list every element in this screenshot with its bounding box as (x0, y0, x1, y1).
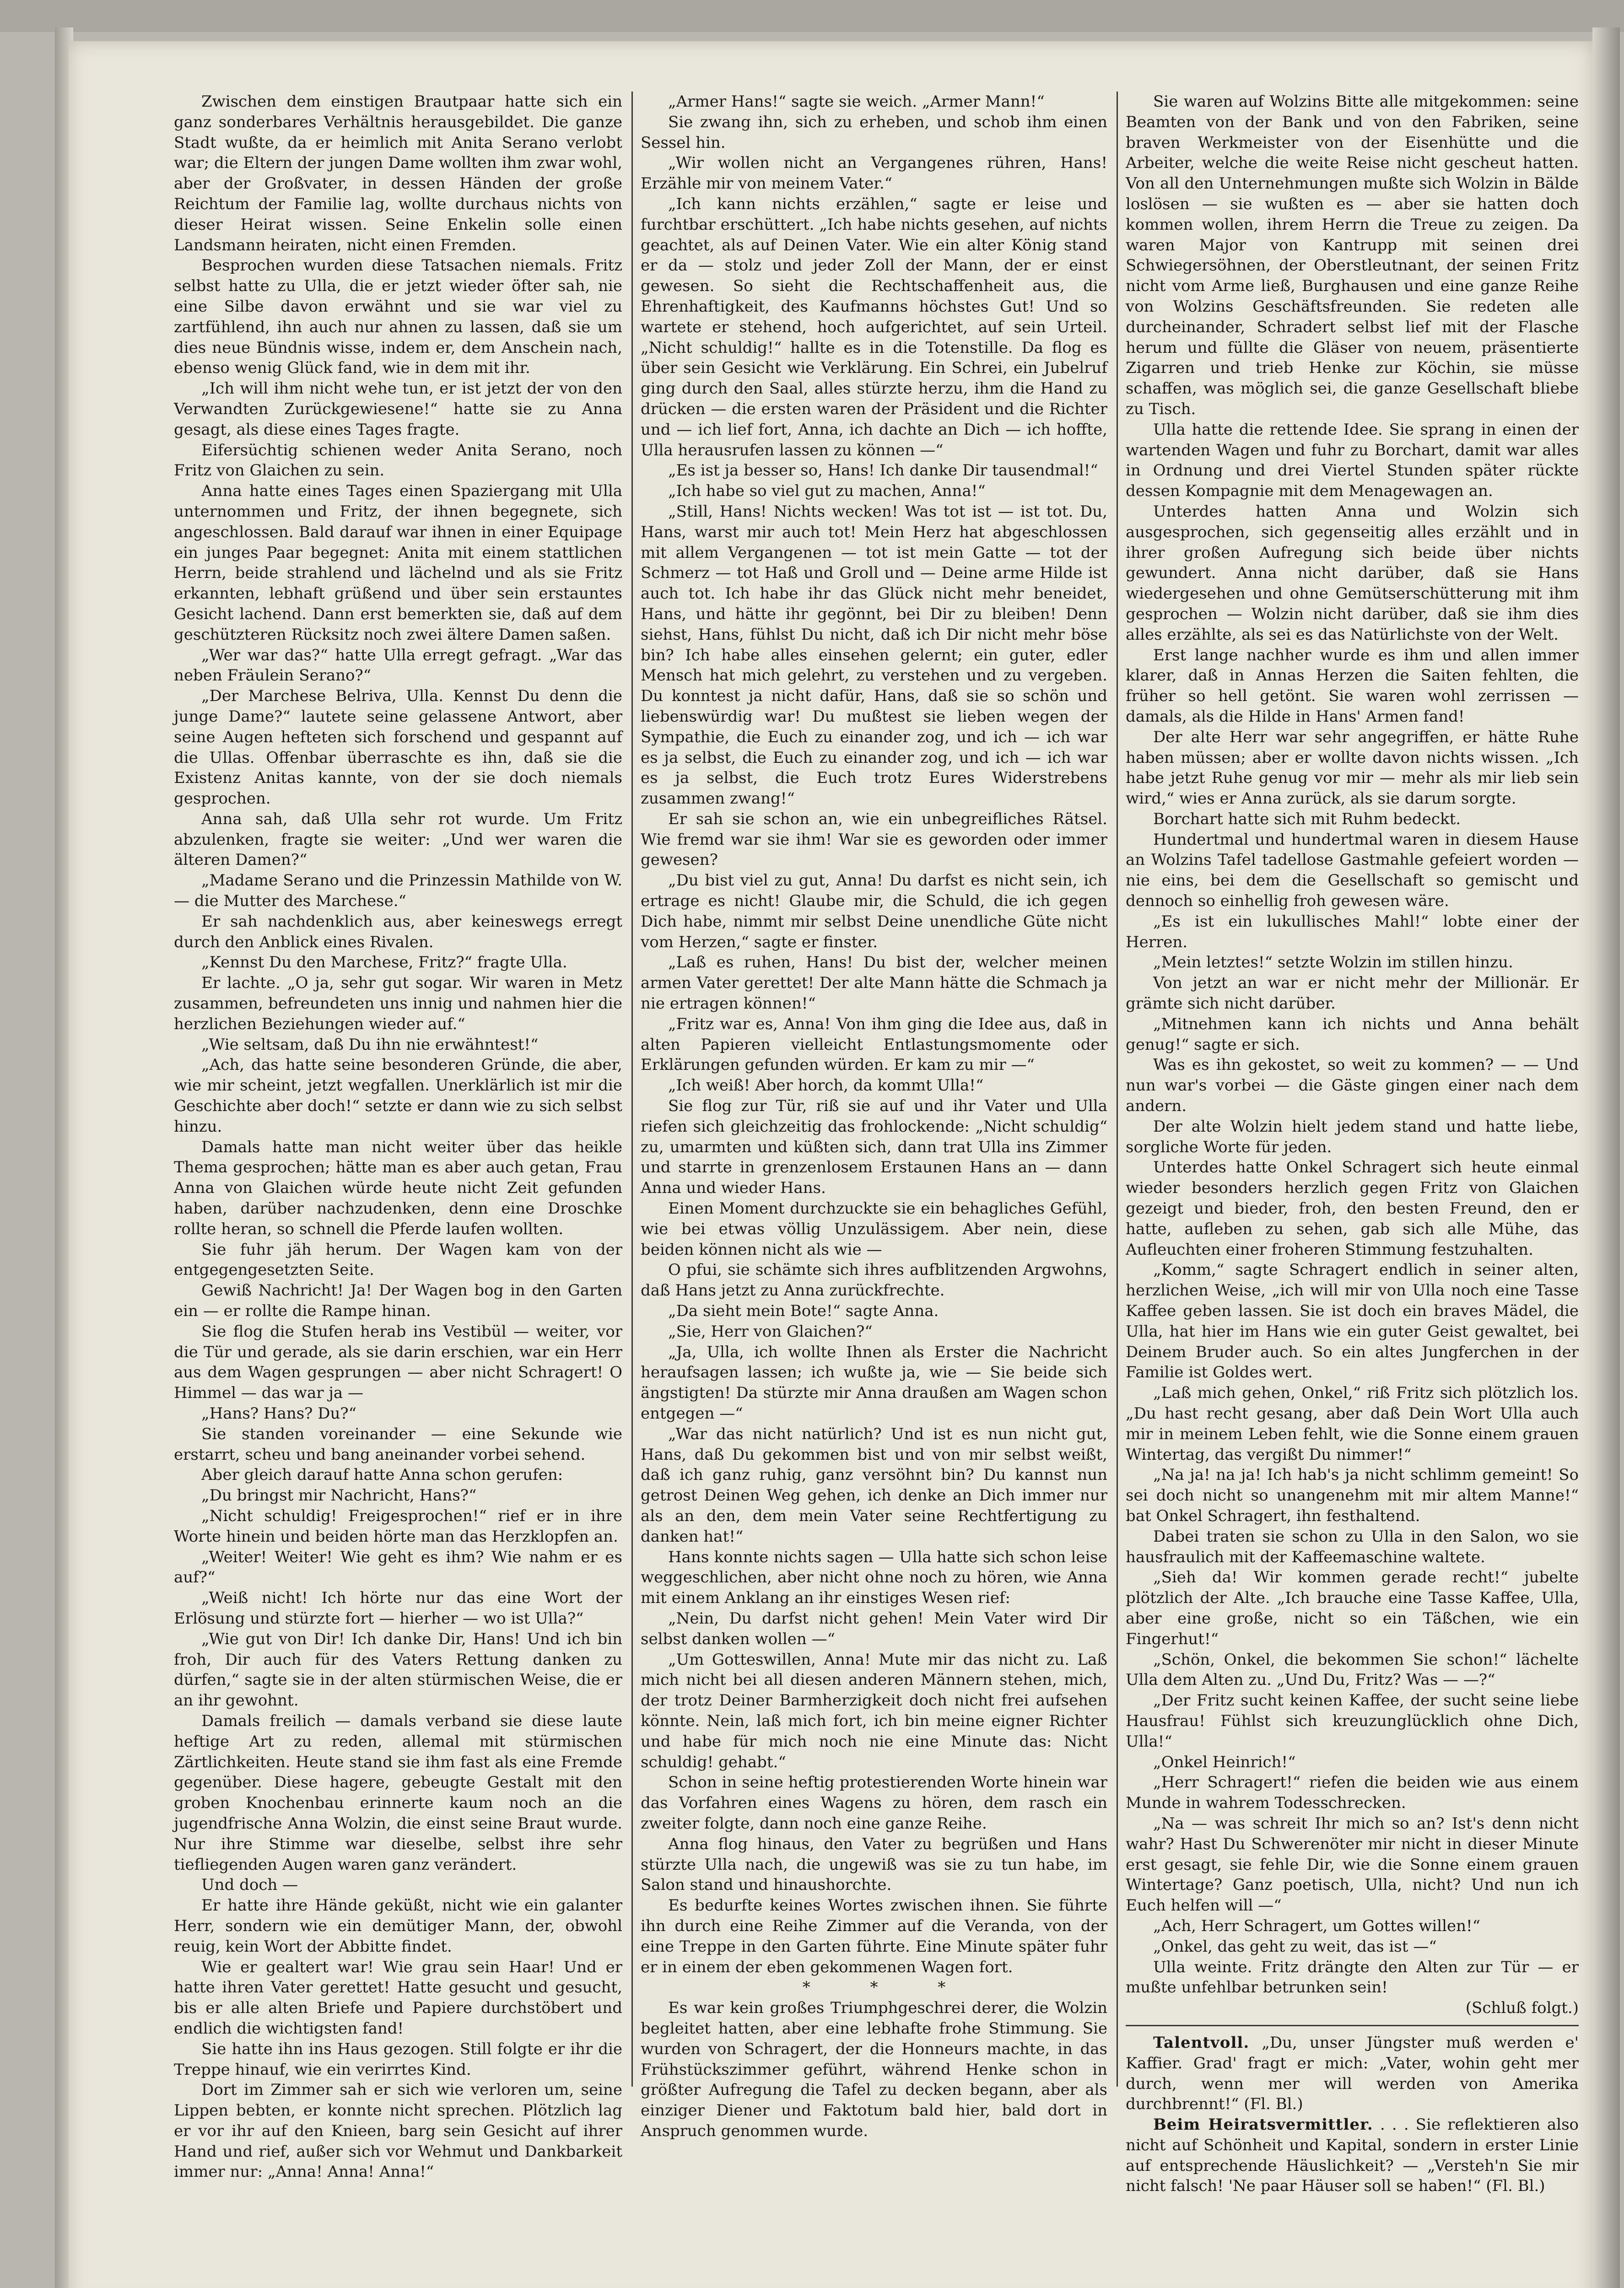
text-column-1 (174, 92, 622, 2181)
paragraph: „Da sieht mein Bote!“ sagte Anna. (668, 1302, 939, 1321)
paragraph: „Nein, Du darfst nicht gehen! Mein Vater wird Dir selbst danken wollen —“ (641, 1609, 1107, 1648)
paragraph: Sie flog die Stufen herab ins Vestibül — weiter, vor die Tür und gerade, als sie darin erschien, war ein Herr aus dem Wagen gesprungen — aber nicht Schragert! O Himmel — das war ja — (174, 1322, 622, 1403)
paragraph: „Ich weiß! Aber horch, da kommt Ulla!“ (668, 1076, 984, 1095)
paragraph: „Sieh da! Wir kommen gerade recht!“ jubelte plötzlich der Alte. „Ich brauche eine Tasse Kaffee, Ulla, aber eine große, nicht so ein Täßchen, wie ein Fingerhut!“ (1126, 1568, 1579, 1648)
paragraph: „Mitnehmen kann ich nichts und Anna behält genug!“ sagte er sich. (1126, 1014, 1579, 1054)
paragraph: „Fritz war es, Anna! Von ihm ging die Idee aus, daß in alten Papieren vielleicht Entlastungsmomente oder Erklärungen gefunden würden. Er kam zu mir —“ (641, 1014, 1107, 1074)
paragraph: Wie er gealtert war! Wie grau sein Haar! Und er hatte ihren Vater gerettet! Hatte gesucht und gesucht, bis er alle alten Briefe und Papiere durchstöbert und endlich die wichtigsten fand! (174, 1958, 622, 2038)
column-rule-1 (631, 92, 633, 2087)
paragraph: Es war kein großes Triumphgeschrei derer, die Wolzin begleitet hatten, aber eine lebhafte frohe Stimmung. Sie wurden von Schragert, der die Honneurs machte, in das Frühstückszimmer geführt, während Henke schon in größter Aufregung die Tafel zu decken begann, aber als einziger Diener und Faktotum bald hier, bald dort in Anspruch genommen wurde. (641, 1999, 1107, 2140)
anecdote-text: „Du, unser Jüngster muß werden e' Kaffier. Grad' fragt er mich: „Vater, wohin geht mer durch, wenn mer will werden von Amerika durchbrennt!“ (Fl. Bl.) (1126, 2033, 1579, 2114)
paragraph: Was es ihn gekostet, so weit zu kommen? — — Und nun war's vorbei — die Gäste gingen einer nach dem andern. (1126, 1056, 1579, 1116)
paragraph: „Sie, Herr von Glaichen?“ (668, 1322, 873, 1341)
anecdote (1126, 2033, 1579, 2115)
paragraph: Damals hatte man nicht weiter über das heikle Thema gesprochen; hätte man es aber auch getan, Frau Anna von Glaichen würde heute nicht Zeit gefunden haben, darüber nachzudenken, denn eine Droschke rollte heran, so schnell die Pferde laufen wollten. (174, 1138, 622, 1238)
text-column-2 (641, 92, 1107, 2140)
paragraph: Anna hatte eines Tages einen Spaziergang mit Ulla unternommen und Fritz, der ihnen begegnete, sich angeschlossen. Bald darauf war ihnen in einer Equipage ein junges Paar begegnet: Anita mit einem stattlichen Herrn, beide strahlend und lächelnd und als sie Fritz erkannten, lebhaft grüßend und über sein erstauntes Gesicht lachend. Dann erst bemerkten sie, daß auf dem geschützteren Rücksitz noch zwei ältere Damen saßen. (174, 482, 622, 644)
paragraph: Einen Moment durchzuckte sie ein behagliches Gefühl, wie bei etwas völlig Unzulässigem. Aber nein, diese beiden können nicht als wie — (641, 1199, 1107, 1259)
paragraph: „Ach, Herr Schragert, um Gottes willen!“ (1153, 1916, 1481, 1935)
paragraph: Und doch — (201, 1876, 298, 1894)
paragraph: Sie zwang ihn, sich zu erheben, und schob ihm einen Sessel hin. (641, 113, 1107, 152)
paragraph: O pfui, sie schämte sich ihres aufblitzenden Argwohns, daß Hans jetzt zu Anna zurückfrechte. (641, 1261, 1107, 1300)
paragraph: „Nicht schuldig! Freigesprochen!“ rief er in ihre Worte hinein und beiden hörte man das Herzklopfen an. (174, 1506, 622, 1546)
paragraph: „Ja, Ulla, ich wollte Ihnen als Erster die Nachricht heraufsagen lassen; ich wußte ja, wie — Sie beide sich ängstigten! Da stürzte mir Anna draußen am Wagen schon entgegen —“ (641, 1343, 1107, 1423)
scanner-top-border (0, 0, 1624, 32)
paragraph: Er sah sie schon an, wie ein unbegreifliches Rätsel. Wie fremd war sie ihm! War sie es geworden oder immer gewesen? (641, 809, 1107, 869)
column-rule-2 (1117, 92, 1118, 2087)
paragraph: Ulla hatte die rettende Idee. Sie sprang in einen der wartenden Wagen und fuhr zu Borchart, damit war alles in Ordnung und drei Viertel Stunden später rückte dessen Kompagnie mit dem Menagewagen an. (1126, 420, 1579, 501)
paragraph: „Schön, Onkel, die bekommen Sie schon!“ lächelte Ulla dem Alten zu. „Und Du, Fritz? Was — —?“ (1126, 1650, 1579, 1689)
paragraph: „Es ist ein lukullisches Mahl!“ lobte einer der Herren. (1126, 912, 1579, 951)
paragraph: Der alte Herr war sehr angegriffen, er hätte Ruhe haben müssen; aber er wollte davon nichts wissen. „Ich habe jetzt Ruhe genug vor mir — mehr als mir lieb sein wird,“ wies er Anna zurück, als sie darum sorgte. (1126, 728, 1579, 808)
anecdote (1126, 2115, 1579, 2196)
paragraph: Damals freilich — damals verband sie diese laute heftige Art zu reden, allemal mit stürmischen Zärtlichkeiten. Heute stand sie ihm fast als eine Fremde gegenüber. Diese hagere, gebeugte Gestalt mit den groben Knochenbau erinnerte kaum noch an die jugendfrische Anna Wolzin, die einst seine Braut wurde. Nur ihre Stimme war dieselbe, selbst ihre sehr tiefliegenden Augen waren ganz verändert. (174, 1711, 622, 1874)
paragraph: Er hatte ihre Hände geküßt, nicht wie ein galanter Herr, sondern wie ein demütiger Mann, der, obwohl reuig, kein Wort der Abbitte findet. (174, 1896, 622, 1956)
paragraph: „Du bist viel zu gut, Anna! Du darfst es nicht sein, ich ertrage es nicht! Glaube mir, die Schuld, die ich gegen Dich habe, nimmt mir selbst Deine unendliche Güte nicht vom Herzen,“ sagte er finster. (641, 871, 1107, 951)
divider (1126, 2025, 1579, 2026)
paragraph: Erst lange nachher wurde es ihm und allen immer klarer, daß in Annas Herzen die Saiten fehlten, die früher so hell getönt. Sie waren wohl zerrissen — damals, als die Hilde in Hans' Armen fand! (1126, 646, 1579, 726)
section-separator: * * * (802, 1978, 973, 1997)
paragraph: (Schluß folgt.) (1465, 1999, 1579, 2018)
paragraph: „Onkel Heinrich!“ (1153, 1753, 1296, 1771)
paragraph: „Herr Schragert!“ riefen die beiden wie aus einem Munde in wahrem Todesschrecken. (1126, 1773, 1579, 1813)
paragraph: Der alte Wolzin hielt jedem stand und hatte liebe, sorgliche Worte für jeden. (1126, 1117, 1579, 1156)
paragraph: „Still, Hans! Nichts wecken! Was tot ist — ist tot. Du, Hans, warst mir auch tot! Mein Herz hat abgeschlossen mit allem Vergangenen — tot ist mein Gatte — tot der Schmerz — tot Haß und Groll und — Deine arme Hilde ist auch tot. Ich habe ihr das Glück nicht mehr beneidet, Hans, und hätte ihr gegönnt, bei Dir zu bleiben! Denn siehst, Hans, fühlst Du nicht, daß ich Dir nicht mehr böse bin? Ich habe alles einsehen gelernt; ein guter, edler Mensch hat mich gelehrt, zu verstehen und zu vergeben. Du konntest ja nicht dafür, Hans, daß sie so schön und liebenswürdig war! Du mußtest sie lieben wegen der Sympathie, die Euch zu einander zog, und ich — ich war es ja selbst, die Euch zu einander zog, und ich — ich war es ja selbst, die Euch trotz Eures Widerstrebens zusammen zwang!“ (641, 502, 1107, 808)
paragraph: „Es ist ja besser so, Hans! Ich danke Dir tausendmal!“ (668, 461, 1098, 480)
paragraph: Sie flog zur Tür, riß sie auf und ihr Vater und Ulla riefen sich gleichzeitig das frohlockende: „Nicht schuldig“ zu, umarmten und küßten sich, dann trat Ulla ins Zimmer und starrte in grenzenlosem Erstaunen Hans an — dann Anna und wieder Hans. (641, 1097, 1107, 1198)
anecdote-heading: Beim Heiratsvermittler. (1153, 2115, 1373, 2134)
paragraph: „Armer Hans!“ sagte sie weich. „Armer Mann!“ (668, 92, 1045, 111)
anecdote-text: . . . Sie reflektieren also nicht auf Schönheit und Kapital, sondern in erster Linie auf entsprechende Häuslichkeit? — „Versteh'n Sie mir nicht falsch! 'Ne paar Häuser soll se haben!“ (Fl. Bl.) (1126, 2115, 1579, 2196)
paragraph: „Weiß nicht! Ich hörte nur das eine Wort der Erlösung und stürzte fort — hierher — wo ist Ulla?“ (174, 1589, 622, 1628)
paragraph: Er lachte. „O ja, sehr gut sogar. Wir waren in Metz zusammen, befreundeten uns innig und nahmen hier die herzlichen Beziehungen wieder auf.“ (174, 974, 622, 1033)
paragraph: „Wir wollen nicht an Vergangenes rühren, Hans! Erzähle mir von meinem Vater.“ (641, 154, 1107, 193)
paragraph: „Weiter! Weiter! Wie geht es ihm? Wie nahm er es auf?“ (174, 1548, 622, 1587)
anecdote-heading: Talentvoll. (1153, 2033, 1250, 2052)
paragraph: Es bedurfte keines Wortes zwischen ihnen. Sie führte ihn durch eine Reihe Zimmer auf die Veranda, von der eine Treppe in den Garten führte. Eine Minute später fuhr er in einem der eben gekommenen Wagen fort. (641, 1896, 1107, 1976)
text-column-3 (1126, 92, 1579, 2196)
paragraph: Eifersüchtig schienen weder Anita Serano, noch Fritz von Glaichen zu sein. (174, 441, 622, 480)
paragraph: „Onkel, das geht zu weit, das ist —“ (1153, 1937, 1437, 1956)
paragraph: Sie waren auf Wolzins Bitte alle mitgekommen: seine Beamten von der Bank und von den Fabriken, seine braven Werkmeister von der Eisenhütte und die Arbeiter, welche die weite Reise nicht gescheut hatten. Von all den Unternehmungen mußte sich Wolzin in Bälde loslösen — sie wußten es — aber sie hatten doch kommen wollen, ihrem Herrn die Treue zu zeigen. Da waren Major von Kantrupp mit seinen drei Schwiegersöhnen, der Oberstleutnant, der seinen Fritz nicht vom Arme ließ, Burghausen und eine ganze Reihe von Wolzins Geschäftsfreunden. Sie redeten alle durcheinander, Schradert selbst lief mit der Flasche herum und füllte die Gläser von neuem, präsentierte Zigarren und trieb Henke zur Köchin, sie müsse schaffen, was möglich sei, die ganze Gesellschaft bliebe zu Tisch. (1126, 92, 1579, 418)
paragraph: „Du bringst mir Nachricht, Hans?“ (201, 1486, 477, 1505)
paragraph: „Na — was schreit Ihr mich so an? Ist's denn nicht wahr? Hast Du Schwerenöter mir nicht in dieser Minute erst gesagt, sie fehle Dir, wie die Sonne einem grauen Wintertage? Ganz poetisch, Ulla, nicht? Und nun ich Euch helfen will —“ (1126, 1814, 1579, 1915)
paragraph: „Komm,“ sagte Schragert endlich in seiner alten, herzlichen Weise, „ich will mir von Ulla noch eine Tasse Kaffee geben lassen. Sie ist doch ein braves Mädel, die Ulla, hat hier im Hans wie ein guter Geist gewaltet, bei Deinem Bruder auch. So ein altes Jungferchen in der Familie ist Goldes wert. (1126, 1261, 1579, 1382)
paragraph: Dabei traten sie schon zu Ulla in den Salon, wo sie hausfraulich mit der Kaffeemaschine waltete. (1126, 1527, 1579, 1566)
paragraph: Dort im Zimmer sah er sich wie verloren um, seine Lippen bebten, er konnte nicht sprechen. Plötzlich lag er vor ihr auf den Knieen, barg sein Gesicht auf ihrer Hand und rief, außer sich vor Wehmut und Dankbarkeit immer nur: „Anna! Anna! Anna!“ (174, 2081, 622, 2181)
paragraph: „Ach, das hatte seine besonderen Gründe, die aber, wie mir scheint, jetzt wegfallen. Unerklärlich ist mir die Geschichte aber doch!“ setzte er dann wie zu sich selbst hinzu. (174, 1056, 622, 1136)
paragraph: „Ich habe so viel gut zu machen, Anna!“ (668, 482, 986, 501)
paragraph: Borchart hatte sich mit Ruhm bedeckt. (1153, 809, 1461, 828)
paragraph: Sie hatte ihn ins Haus gezogen. Still folgte er ihr die Treppe hinauf, wie ein verirrtes Kind. (174, 2040, 622, 2079)
paragraph: „Kennst Du den Marchese, Fritz?“ fragte Ulla. (201, 953, 567, 972)
paragraph: Unterdes hatten Anna und Wolzin sich ausgesprochen, sich gegenseitig alles erzählt und in ihrer großen Aufregung sich beide über nichts gewundert. Anna nicht darüber, daß sie Hans wiedergesehen und ohne Gemütserschütterung mit ihm gesprochen — Wolzin nicht darüber, daß sie ihm dies alles erzählte, als sei es das Natürlichste von der Welt. (1126, 502, 1579, 644)
paragraph: „Um Gotteswillen, Anna! Mute mir das nicht zu. Laß mich nicht bei all diesen anderen Männern stehen, mich, der trotz Deiner Barmherzigkeit doch nicht frei aufsehen könnte. Nein, laß mich fort, ich bin meine eigner Richter und habe für mich noch nie eine Minute das: Nicht schuldig! gehabt.“ (641, 1650, 1107, 1771)
paragraph: „Wie gut von Dir! Ich danke Dir, Hans! Und ich bin froh, Dir auch für des Vaters Rettung danken zu dürfen,“ sagte sie in der alten stürmischen Weise, die er an ihr gewohnt. (174, 1630, 622, 1710)
paragraph: Besprochen wurden diese Tatsachen niemals. Fritz selbst hatte zu Ulla, die er jetzt wieder öfter sah, nie eine Silbe davon erwähnt und sie war viel zu zartfühlend, ihn auch nur ahnen zu lassen, daß sie um dies neue Bündnis wisse, indem er, dem Anschein nach, ebenso wenig Glück fand, wie in dem mit ihr. (174, 256, 622, 378)
paragraph: „Der Fritz sucht keinen Kaffee, der sucht seine liebe Hausfrau! Fühlst sich kreuzunglücklich ohne Dich, Ulla!“ (1126, 1691, 1579, 1751)
paragraph: „Ich will ihm nicht wehe tun, er ist jetzt der von den Verwandten Zurückgewiesene!“ hatte sie zu Anna gesagt, als diese eines Tages fragte. (174, 379, 622, 439)
paragraph: Schon in seine heftig protestierenden Worte hinein war das Vorfahren eines Wagens zu hören, dem rasch ein zweiter folgte, dann noch eine ganze Reihe. (641, 1773, 1107, 1833)
paragraph: Hundertmal und hundertmal waren in diesem Hause an Wolzins Tafel tadellose Gastmahle gefeiert worden — nie eins, bei dem die Gesellschaft so gemischt und dennoch so einhellig froh gewesen wäre. (1126, 830, 1579, 911)
paragraph: Anna flog hinaus, den Vater zu begrüßen und Hans stürzte Ulla nach, die ungewiß was sie zu tun habe, im Salon stand und hinaushorchte. (641, 1835, 1107, 1894)
paragraph: Sie standen voreinander — eine Sekunde wie erstarrt, scheu und bang aneinander vorbei sehend. (174, 1425, 622, 1464)
paragraph: Gewiß Nachricht! Ja! Der Wagen bog in den Garten ein — er rollte die Rampe hinan. (174, 1281, 622, 1321)
page-right-edge (1592, 27, 1620, 2288)
paragraph: „Hans? Hans? Du?“ (201, 1404, 356, 1423)
paragraph: Ulla weinte. Fritz drängte den Alten zur Tür — er mußte unfehlbar betrunken sein! (1126, 1958, 1579, 1997)
paragraph: Sie fuhr jäh herum. Der Wagen kam von der entgegengesetzten Seite. (174, 1240, 622, 1279)
paragraph: Anna sah, daß Ulla sehr rot wurde. Um Fritz abzulenken, fragte sie weiter: „Und wer waren die älteren Damen?“ (174, 809, 622, 869)
paragraph: Zwischen dem einstigen Brautpaar hatte sich ein ganz sonderbares Verhältnis herausgebildet. Die ganze Stadt wußte, da er heimlich mit Anita Serano verlobt war; die Eltern der jungen Dame wollten ihm zwar wohl, aber der Großvater, in dessen Händen der große Reichtum der Familie lag, wollte durchaus nichts von dieser Heirat wissen. Seine Enkelin solle einen Landsmann heiraten, nicht einen Fremden. (174, 92, 622, 254)
paragraph: „Na ja! na ja! Ich hab's ja nicht schlimm gemeint! So sei doch nicht so unangenehm mit mir altem Manne!“ bat Onkel Schragert, ihn festhaltend. (1126, 1466, 1579, 1525)
paragraph: „Wer war das?“ hatte Ulla erregt gefragt. „War das neben Fräulein Serano?“ (174, 646, 622, 685)
paragraph: „Laß es ruhen, Hans! Du bist der, welcher meinen armen Vater gerettet! Der alte Mann hätte die Schmach ja nie ertragen können!“ (641, 953, 1107, 1013)
paragraph: „War das nicht natürlich? Und ist es nun nicht gut, Hans, daß Du gekommen bist und von mir selbst weißt, daß ich ganz ruhig, ganz versöhnt bin? Du kannst nun getrost Deinen Weg gehen, ich denke an Dich immer nur als an den, dem mein Vater seine Rechtfertigung zu danken hat!“ (641, 1425, 1107, 1546)
paragraph: „Wie seltsam, daß Du ihn nie erwähntest!“ (201, 1035, 539, 1054)
paragraph: „Mein letztes!“ setzte Wolzin im stillen hinzu. (1153, 953, 1513, 972)
paragraph: „Laß mich gehen, Onkel,“ riß Fritz sich plötzlich los. „Du hast recht gesang, aber daß Dein Wort Ulla auch mir in meinem Leben fehlt, wie die Sonne einem grauen Wintertag, das vergißt Du nimmer!“ (1126, 1384, 1579, 1464)
paragraph: „Der Marchese Belriva, Ulla. Kennst Du denn die junge Dame?“ lautete seine gelassene Antwort, aber seine Augen hefteten sich forschend und gespannt auf die Ullas. Offenbar überraschte es ihn, daß sie die Existenz Anitas kannte, von der sie doch niemals gesprochen. (174, 687, 622, 808)
paragraph: Hans konnte nichts sagen — Ulla hatte sich schon leise weggeschlichen, aber nicht ohne noch zu hören, wie Anna mit einem Anklang an ihr einstiges Wesen rief: (641, 1548, 1107, 1608)
paragraph: Unterdes hatte Onkel Schragert sich heute einmal wieder besonders herzlich gegen Fritz von Glaichen gezeigt und bieder, froh, den besten Freund, den er hatte, aufleben zu sehen, gab sich alle Mühe, das Aufleuchten einer froheren Stimmung festzuhalten. (1126, 1158, 1579, 1259)
paragraph: „Madame Serano und die Prinzessin Mathilde von W. — die Mutter des Marchese.“ (174, 871, 622, 911)
paragraph: Von jetzt an war er nicht mehr der Millionär. Er grämte sich nicht darüber. (1126, 974, 1579, 1013)
paragraph: Er sah nachdenklich aus, aber keineswegs erregt durch den Anblick eines Rivalen. (174, 912, 622, 951)
paragraph: „Ich kann nichts erzählen,“ sagte er leise und furchtbar erschüttert. „Ich habe nichts gesehen, auf nichts geachtet, als auf Deinen Vater. Wie ein alter König stand er da — stolz und jeder Zoll der Mann, der er einst gewesen. So sieht die Rechtschaffenheit aus, die Ehrenhaftigkeit, des Kaufmanns höchstes Gut! Und so wartete er stehend, hoch aufgerichtet, auf sein Urteil. „Nicht schuldig!“ hallte es in die Totenstille. Da flog es über sein Gesicht wie Verklärung. Ein Schrei, ein Jubelruf ging durch den Saal, alles stürzte herzu, ihm die Hand zu drücken — die ersten waren der Präsident und die Richter und — ich lief fort, Anna, ich dachte an Dich — ich hoffte, Ulla herausrufen lassen zu können —“ (641, 194, 1107, 459)
paragraph: Aber gleich darauf hatte Anna schon gerufen: (201, 1466, 563, 1484)
